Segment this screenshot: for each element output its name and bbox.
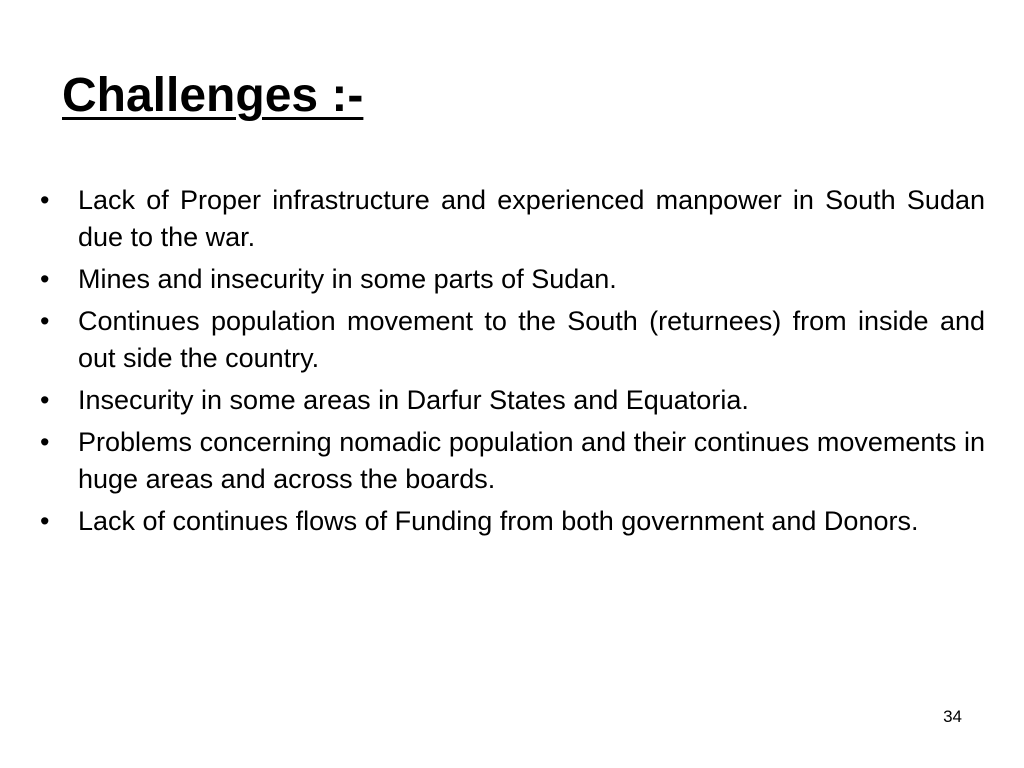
- bullet-item: [40, 182, 985, 256]
- bullet-list: [40, 182, 985, 545]
- page-number: 34: [943, 707, 962, 726]
- slide-title: Challenges :-: [62, 69, 364, 122]
- bullet-marker: •: [40, 506, 50, 536]
- bullet-item: [40, 424, 985, 498]
- bullet-marker: •: [40, 306, 50, 336]
- bullet-text: Lack of continues flows of Funding from both government and Donors.: [78, 506, 919, 536]
- bullet-item: [40, 303, 985, 377]
- bullet-marker: •: [40, 385, 50, 415]
- bullet-item: [40, 261, 985, 298]
- bullet-text: Mines and insecurity in some parts of Sudan.: [78, 264, 617, 294]
- bullet-text: Lack of Proper infrastructure and experienced manpower in South Sudan due to the war.: [78, 185, 985, 252]
- bullet-item: [40, 503, 985, 540]
- bullet-text: Continues population movement to the South (returnees) from inside and out side the country.: [78, 306, 985, 373]
- bullet-item: [40, 382, 985, 419]
- bullet-marker: •: [40, 185, 50, 215]
- bullet-marker: •: [40, 427, 50, 457]
- bullet-text: Problems concerning nomadic population and their continues movements in huge areas and across the boards.: [78, 427, 985, 494]
- bullet-marker: •: [40, 264, 50, 294]
- bullet-text: Insecurity in some areas in Darfur States and Equatoria.: [78, 385, 749, 415]
